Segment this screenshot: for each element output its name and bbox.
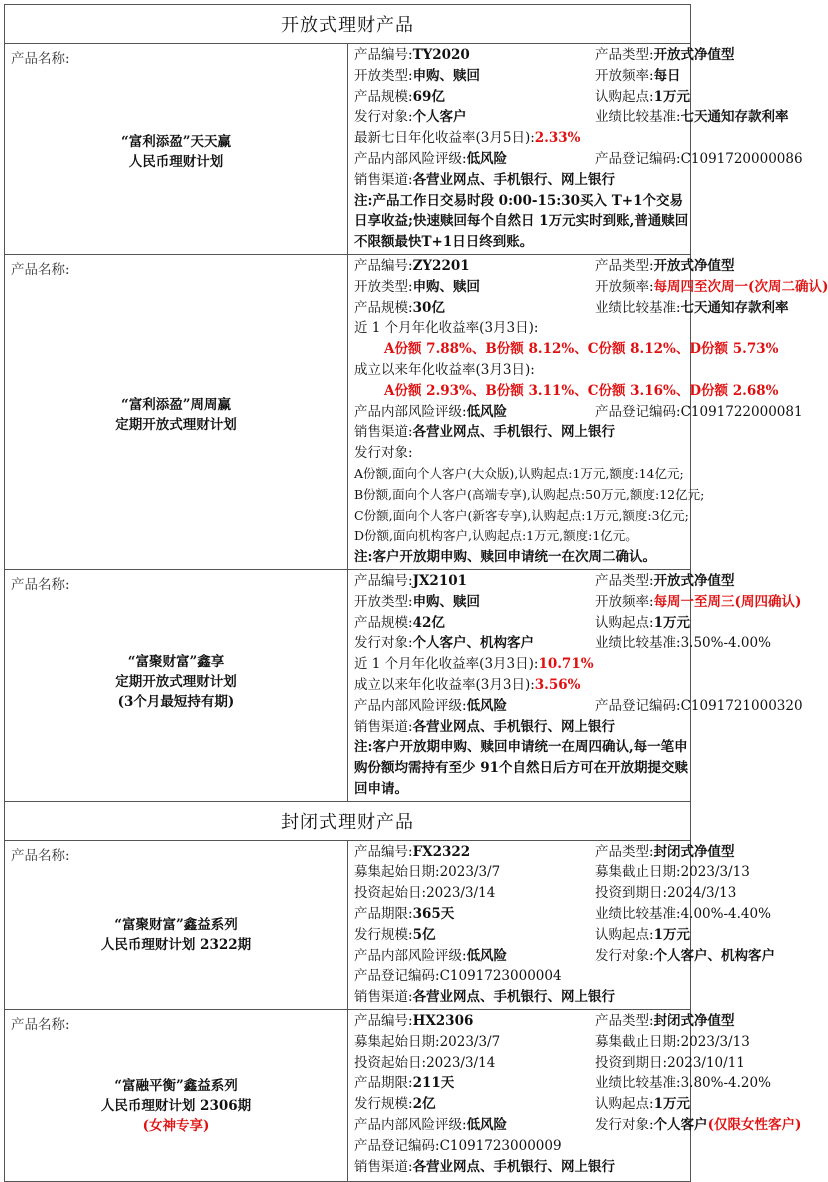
product-name-line2: 定期开放式理财计划	[115, 673, 237, 690]
invest-start-value: 2023/3/14	[426, 885, 496, 902]
code-value: TY2020	[412, 47, 470, 63]
since-yield-key: 成立以来年化收益率(3月3日):	[354, 361, 535, 378]
channel-key: 销售渠道:	[354, 1158, 413, 1175]
type-value: 开放式净值型	[653, 572, 735, 589]
raise-end-key: 募集截止日期:	[595, 1033, 681, 1050]
raise-end-value: 2023/3/13	[680, 864, 750, 881]
freq-value: 每日	[653, 67, 681, 84]
target-value: 个人客户、机构客户	[412, 635, 535, 652]
channel-value: 各营业网点、手机银行、网上银行	[412, 424, 616, 441]
product-note: 注:客户开放期申购、赎回申请统一在次周二确认。	[354, 549, 656, 566]
product-name-cell	[5, 569, 348, 801]
channel-key: 销售渠道:	[354, 171, 413, 188]
freq-key: 开放频率:	[595, 278, 654, 295]
product-note: 注:产品工作日交易时段 0:00-15:30买入 T+1个交易日享收益;快速赎回每个自然日 1万元实时到账,普通赎回不限额最快T+1日日终到账。	[354, 192, 689, 251]
type-key: 产品类型:	[595, 843, 654, 860]
target-share-c: C份额,面向个人客户(新客专享),认购起点:1万元,额度:3亿元;	[354, 507, 689, 523]
target-extra: (仅限女性客户)	[707, 1117, 802, 1134]
product-detail-cell	[348, 254, 828, 569]
channel-value: 各营业网点、手机银行、网上银行	[412, 1158, 616, 1175]
product-name	[5, 915, 347, 955]
target-value: 个人客户、机构客户	[653, 947, 776, 964]
product-detail-cell	[348, 1010, 802, 1182]
product-name-cell	[5, 44, 348, 255]
reg-key: 产品登记编码:	[595, 403, 681, 420]
invest-start-key: 投资起始日:	[354, 1054, 427, 1071]
freq-value: 每周一至周三(周四确认)	[653, 593, 802, 610]
month-yield-value: A份额 7.88%、B份额 8.12%、C份额 8.12%、D份额 5.73%	[384, 341, 779, 358]
term-value: 365天	[412, 906, 455, 923]
start-key: 认购起点:	[595, 926, 654, 943]
product-name-cell	[5, 1010, 348, 1182]
reg-value: C1091723000009	[439, 1137, 562, 1154]
target-value: 个人客户	[412, 109, 467, 126]
channel-value: 各营业网点、手机银行、网上银行	[412, 718, 616, 735]
start-key: 认购起点:	[595, 614, 654, 631]
product-name	[5, 395, 347, 435]
risk-key: 产品内部风险评级:	[354, 403, 467, 420]
start-value: 1万元	[653, 88, 690, 105]
product-name-line1: “富融平衡”鑫益系列	[114, 1078, 238, 1095]
product-name-line1: “富聚财富”鑫享	[127, 653, 225, 670]
name-label: 产品名称:	[11, 576, 70, 593]
scale-value: 42亿	[412, 614, 445, 631]
product-name-line1: “富聚财富”鑫益系列	[114, 916, 238, 933]
risk-key: 产品内部风险评级:	[354, 697, 467, 714]
type-key: 产品类型:	[595, 47, 654, 63]
section-header-row	[5, 801, 691, 840]
code-value: FX2322	[412, 843, 471, 860]
target-key: 发行对象:	[354, 445, 413, 462]
product-table	[4, 4, 828, 1182]
yield-key: 最新七日年化收益率(3月5日):	[354, 130, 535, 147]
benchmark-value: 七天通知存款利率	[680, 109, 789, 126]
reg-key: 产品登记编码:	[595, 150, 681, 167]
product-name	[5, 132, 347, 172]
since-yield-value: 3.56%	[534, 676, 581, 693]
product-row-tiantianying	[5, 44, 691, 255]
benchmark-value: 3.50%-4.00%	[680, 635, 771, 652]
channel-key: 销售渠道:	[354, 718, 413, 735]
product-name-line1: “富利添盈”天天赢	[120, 134, 232, 150]
product-name-line3: (3个月最短持有期)	[117, 693, 235, 710]
reg-key: 产品登记编码:	[595, 697, 681, 714]
target-key: 发行对象:	[595, 1117, 654, 1134]
scale-value: 2亿	[412, 1096, 436, 1113]
product-note: 注:客户开放期申购、赎回申请统一在周四确认,每一笔申购份额均需持有至少 91个自然日后方可在开放期提交赎回申请。	[354, 739, 688, 797]
target-share-b: B份额,面向个人客户(高端专享),认购起点:50万元,额度:12亿元;	[354, 486, 705, 502]
raise-start-value: 2023/3/7	[439, 864, 501, 881]
reg-value: C1091720000086	[680, 150, 803, 167]
raise-start-key: 募集起始日期:	[354, 864, 440, 881]
code-value: HX2306	[412, 1013, 474, 1030]
scale-key: 产品规模:	[354, 88, 413, 105]
product-name-line2: 人民币理财计划 2306期	[100, 1098, 252, 1115]
scale-key: 产品规模:	[354, 614, 413, 631]
month-yield-key: 近 1 个月年化收益率(3月3日):	[354, 656, 539, 673]
freq-key: 开放频率:	[595, 593, 654, 610]
scale-key: 发行规模:	[354, 1096, 413, 1113]
month-yield-value: 10.71%	[538, 656, 594, 673]
code-value: JX2101	[412, 572, 467, 589]
yield-value: 2.33%	[534, 130, 581, 147]
open-type-value: 申购、赎回	[412, 67, 481, 84]
start-value: 1万元	[653, 1096, 690, 1113]
channel-value: 各营业网点、手机银行、网上银行	[412, 989, 616, 1006]
benchmark-key: 业绩比较基准:	[595, 635, 681, 652]
invest-start-key: 投资起始日:	[354, 885, 427, 902]
benchmark-value: 4.00%-4.40%	[680, 906, 771, 923]
benchmark-value: 七天通知存款利率	[680, 299, 789, 316]
benchmark-key: 业绩比较基准:	[595, 906, 681, 923]
raise-start-value: 2023/3/7	[439, 1033, 501, 1050]
risk-key: 产品内部风险评级:	[354, 947, 467, 964]
risk-value: 低风险	[466, 697, 508, 714]
product-name-cell	[5, 254, 348, 569]
risk-key: 产品内部风险评级:	[354, 1117, 467, 1134]
term-value: 211天	[412, 1075, 455, 1092]
name-label: 产品名称:	[11, 1017, 70, 1034]
product-detail-cell	[348, 840, 776, 1009]
open-type-value: 申购、赎回	[412, 593, 481, 610]
reg-key: 产品登记编码:	[354, 968, 440, 985]
section-header-row	[5, 5, 691, 44]
scale-value: 30亿	[412, 299, 445, 316]
type-key: 产品类型:	[595, 257, 654, 274]
product-name	[5, 652, 347, 712]
name-label: 产品名称:	[11, 261, 70, 278]
reg-value: C1091722000081	[680, 403, 803, 420]
product-name-line1: “富利添盈”周周赢	[120, 396, 232, 413]
open-type-key: 开放类型:	[354, 593, 413, 610]
name-label: 产品名称:	[11, 847, 70, 864]
benchmark-key: 业绩比较基准:	[595, 1075, 681, 1092]
invest-end-value: 2023/10/11	[667, 1054, 745, 1071]
type-key: 产品类型:	[595, 572, 654, 589]
term-key: 产品期限:	[354, 1075, 413, 1092]
channel-key: 销售渠道:	[354, 989, 413, 1006]
product-name-line2: 定期开放式理财计划	[115, 416, 237, 433]
product-detail-cell	[348, 44, 803, 255]
product-row-2322	[5, 840, 691, 1009]
month-yield-key: 近 1 个月年化收益率(3月3日):	[354, 320, 539, 337]
start-key: 认购起点:	[595, 1096, 654, 1113]
raise-end-value: 2023/3/13	[680, 1033, 750, 1050]
open-type-key: 开放类型:	[354, 278, 413, 295]
scale-value: 5亿	[412, 926, 436, 943]
code-key: 产品编号:	[354, 572, 413, 589]
product-row-2306	[5, 1010, 691, 1182]
risk-value: 低风险	[466, 1117, 508, 1134]
product-name-line3: (女神专享)	[142, 1118, 210, 1135]
product-name-cell	[5, 840, 348, 1009]
risk-value: 低风险	[466, 150, 508, 167]
freq-key: 开放频率:	[595, 67, 654, 84]
target-value: 个人客户	[653, 1117, 708, 1134]
since-yield-key: 成立以来年化收益率(3月3日):	[354, 676, 535, 693]
product-name	[5, 1076, 347, 1136]
type-value: 封闭式净值型	[653, 1013, 735, 1030]
section-title-open: 开放式理财产品	[5, 5, 691, 44]
target-key: 发行对象:	[354, 635, 413, 652]
type-value: 开放式净值型	[653, 257, 735, 274]
benchmark-key: 业绩比较基准:	[595, 299, 681, 316]
channel-key: 销售渠道:	[354, 424, 413, 441]
start-value: 1万元	[653, 614, 690, 631]
start-value: 1万元	[653, 926, 690, 943]
raise-end-key: 募集截止日期:	[595, 864, 681, 881]
risk-key: 产品内部风险评级:	[354, 150, 467, 167]
benchmark-value: 3.80%-4.20%	[680, 1075, 771, 1092]
reg-value: C1091721000320	[680, 697, 803, 714]
target-key: 发行对象:	[354, 109, 413, 126]
open-type-key: 开放类型:	[354, 67, 413, 84]
invest-end-value: 2024/3/13	[667, 885, 737, 902]
freq-value: 每周四至次周一(次周二确认)	[653, 278, 828, 295]
invest-end-key: 投资到期日:	[595, 885, 668, 902]
scale-value: 69亿	[412, 88, 445, 105]
invest-end-key: 投资到期日:	[595, 1054, 668, 1071]
code-key: 产品编号:	[354, 843, 413, 860]
code-key: 产品编号:	[354, 1013, 413, 1030]
product-detail-cell	[348, 569, 803, 801]
product-row-zhouzhouying	[5, 254, 691, 569]
start-key: 认购起点:	[595, 88, 654, 105]
type-value: 封闭式净值型	[653, 843, 735, 860]
scale-key: 产品规模:	[354, 299, 413, 316]
name-label: 产品名称:	[11, 51, 70, 67]
product-table-wrapper	[4, 4, 828, 1182]
reg-key: 产品登记编码:	[354, 1137, 440, 1154]
target-share-d: D份额,面向机构客户,认购起点:1万元,额度:1亿元。	[354, 528, 638, 544]
type-value: 开放式净值型	[653, 47, 735, 63]
product-row-xinxiang	[5, 569, 691, 801]
risk-value: 低风险	[466, 947, 508, 964]
open-type-value: 申购、赎回	[412, 278, 481, 295]
scale-key: 发行规模:	[354, 926, 413, 943]
since-yield-value: A份额 2.93%、B份额 3.11%、C份额 3.16%、D份额 2.68%	[384, 382, 779, 399]
target-share-a: A份额,面向个人客户(大众版),认购起点:1万元,额度:14亿元;	[354, 465, 684, 481]
product-name-line2: 人民币理财计划 2322期	[100, 936, 252, 953]
target-key: 发行对象:	[595, 947, 654, 964]
type-key: 产品类型:	[595, 1013, 654, 1030]
code-key: 产品编号:	[354, 47, 413, 63]
product-name-line2: 人民币理财计划	[128, 154, 224, 170]
benchmark-key: 业绩比较基准:	[595, 109, 681, 126]
section-title-closed: 封闭式理财产品	[5, 801, 691, 840]
channel-value: 各营业网点、手机银行、网上银行	[412, 171, 616, 188]
code-key: 产品编号:	[354, 257, 413, 274]
risk-value: 低风险	[466, 403, 508, 420]
reg-value: C1091723000004	[439, 968, 562, 985]
invest-start-value: 2023/3/14	[426, 1054, 496, 1071]
raise-start-key: 募集起始日期:	[354, 1033, 440, 1050]
term-key: 产品期限:	[354, 906, 413, 923]
code-value: ZY2201	[412, 257, 470, 274]
